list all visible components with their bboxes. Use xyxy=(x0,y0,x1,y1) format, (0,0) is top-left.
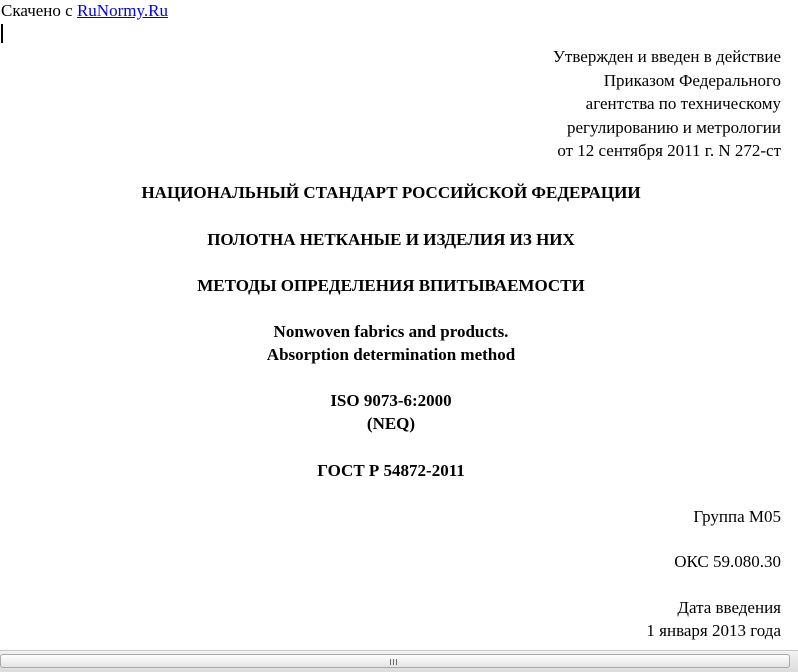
gost-number: ГОСТ Р 54872-2011 xyxy=(317,461,465,480)
oks-code: ОКС 59.080.30 xyxy=(674,552,781,571)
scrollbar-thumb[interactable] xyxy=(0,654,790,668)
grip-icon xyxy=(390,659,398,665)
standard-title-line1: ПОЛОТНА НЕТКАНЫЕ И ИЗДЕЛИЯ ИЗ НИХ xyxy=(207,230,575,249)
approval-line: регулированию и метрологии xyxy=(566,117,781,137)
approval-line: Приказом Федерального xyxy=(603,70,781,90)
approval-line: Утвержден и введен в действие xyxy=(552,47,781,66)
group-code: Группа М05 xyxy=(693,507,781,526)
runormy-link[interactable]: RuNormy.Ru xyxy=(76,1,168,20)
text-caret xyxy=(1,24,3,43)
approval-block xyxy=(553,45,781,163)
intro-date-value: 1 января 2013 года xyxy=(646,621,781,640)
english-title-line1: Nonwoven fabrics and products. xyxy=(273,322,509,341)
iso-equivalence: (NEQ) xyxy=(366,414,416,433)
iso-reference: ISO 9073-6:2000 xyxy=(330,391,452,410)
standard-heading: НАЦИОНАЛЬНЫЙ СТАНДАРТ РОССИЙСКОЙ ФЕДЕРАЦИИ xyxy=(141,183,641,202)
standard-title-line2: МЕТОДЫ ОПРЕДЕЛЕНИЯ ВПИТЫВАЕМОСТИ xyxy=(197,276,585,295)
horizontal-scrollbar[interactable] xyxy=(0,650,798,672)
source-line xyxy=(1,1,168,21)
english-title-line2: Absorption determination method xyxy=(266,345,516,364)
approval-line: агентства по техническому xyxy=(585,94,781,113)
approval-line: от 12 сентября 2011 г. N 272-ст xyxy=(557,141,781,160)
intro-date-label: Дата введения xyxy=(677,598,781,617)
source-prefix: Скачено с xyxy=(1,1,77,20)
